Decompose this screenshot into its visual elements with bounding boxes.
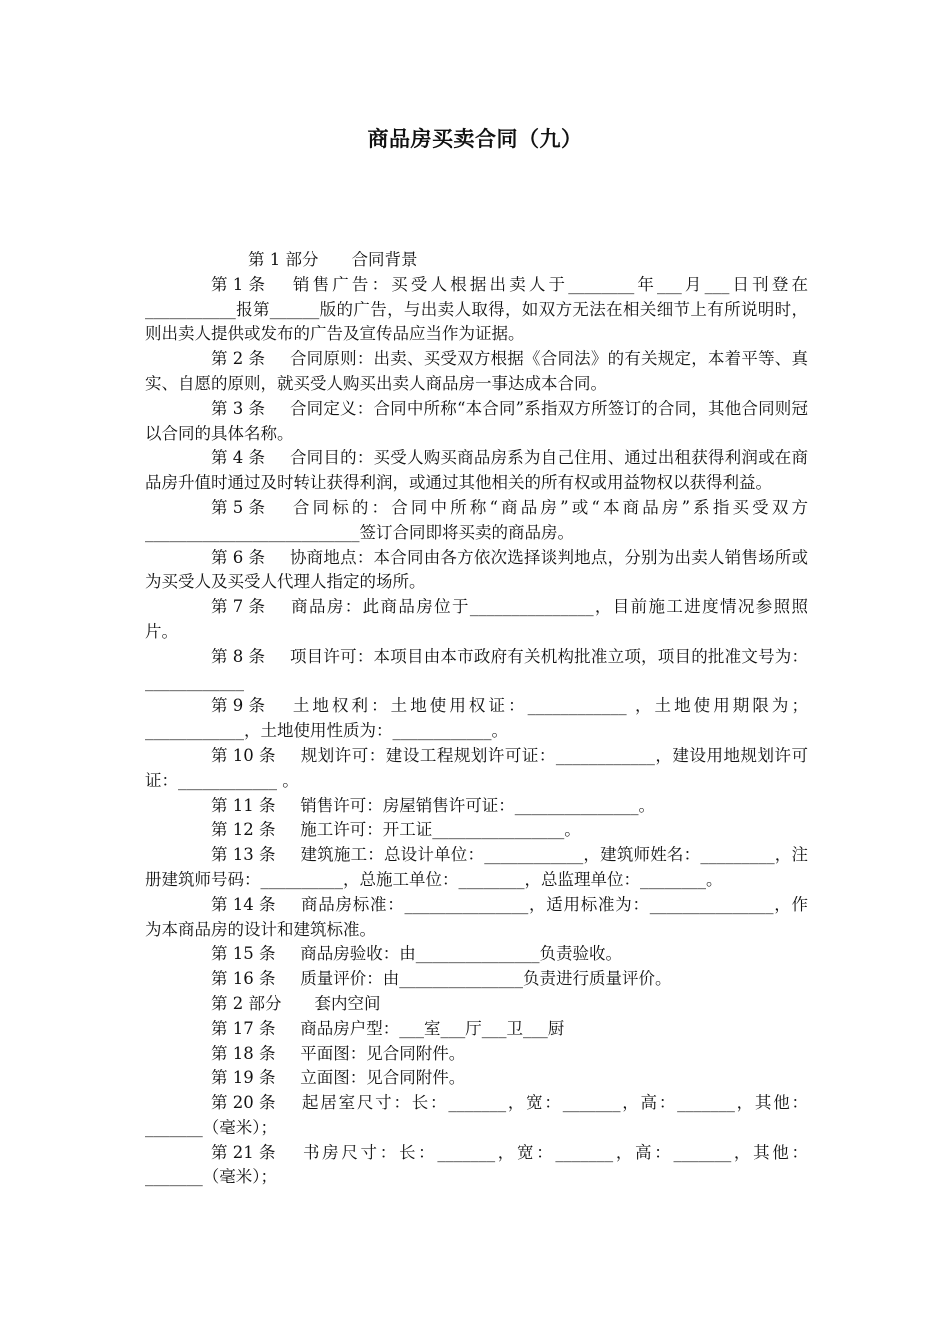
article-spacer [265, 548, 290, 567]
article-text: 规划许可：建设工程规划许可证：____________，建设用地规划许可证：____________ 。 [145, 745, 808, 790]
article-text: 书房尺寸：长：_______，宽：_______，高：_______，其他：_______（毫米）； [145, 1142, 808, 1187]
article-number: 第 21 条 [211, 1142, 276, 1162]
contract-article [145, 843, 808, 893]
contract-article [145, 818, 808, 843]
contract-article [145, 1066, 808, 1091]
contract-article [145, 347, 808, 397]
article-text: 合同定义：合同中所称“本合同”系指双方所签订的合同，其他合同则冠以合同的具体名称。 [145, 398, 808, 443]
article-text: 项目许可：本项目由本市政府有关机构批准立项，项目的批准文号为：____________ [145, 646, 808, 691]
contract-article [145, 744, 808, 794]
article-number: 第 4 条 [211, 448, 265, 468]
contract-article [145, 1042, 808, 1067]
article-spacer [276, 969, 301, 988]
article-spacer [265, 275, 290, 294]
article-text: 立面图：见合同附件。 [300, 1068, 466, 1088]
contract-article [145, 397, 808, 447]
article-spacer [276, 820, 301, 839]
article-text: 商品房标准：_______________，适用标准为：_______________，作为本商品房的设计和建筑标准。 [145, 894, 808, 939]
article-number: 第 18 条 [211, 1043, 276, 1063]
article-spacer [276, 845, 301, 864]
article-spacer [276, 1068, 301, 1087]
article-spacer [276, 796, 301, 815]
article-text: 建筑施工：总设计单位：____________，建筑师姓名：_________，注册建筑师号码：__________，总施工单位：________，总监理单位：________。 [145, 845, 808, 889]
contract-article [145, 595, 808, 645]
article-spacer [265, 349, 290, 368]
contract-article [145, 446, 808, 496]
contract-article [145, 645, 808, 695]
article-number: 第 9 条 [211, 696, 265, 716]
article-spacer [265, 597, 290, 616]
contract-article [145, 1017, 808, 1042]
part-heading-2: 第 2 部分 套内空间 [211, 993, 381, 1013]
article-number: 第 10 条 [211, 745, 276, 765]
contract-article [145, 794, 808, 819]
article-text: 销售广告：买受人根据出卖人于________年___月___日刊登在___________报第______版的广告，与出卖人取得，如双方无法在相关细节上有所说明时，则出卖人提供或发布的广告及宣传品应当作为证据。 [145, 274, 808, 344]
article-spacer [276, 895, 301, 914]
article-number: 第 15 条 [211, 944, 276, 964]
article-spacer [276, 1044, 301, 1063]
contract-article [145, 893, 808, 943]
contract-article [145, 942, 808, 967]
article-number: 第 14 条 [211, 894, 276, 914]
article-spacer [276, 1143, 301, 1162]
article-spacer [276, 1093, 301, 1112]
article-spacer [265, 647, 290, 666]
contract-article [145, 496, 808, 546]
article-text: 合同标的：合同中所称“商品房”或“本商品房”系指买受双方__________________________签订合同即将买卖的商品房。 [145, 497, 808, 542]
article-number: 第 12 条 [211, 820, 276, 840]
article-text: 合同目的：买受人购买商品房系为自己住用、通过出租获得利润或在商品房升值时通过及时转让获得利润，或通过其他相关的所有权或用益物权以获得利益。 [145, 448, 808, 493]
article-number: 第 2 条 [211, 349, 265, 369]
article-text: 商品房：此商品房位于_______________，目前施工进度情况参照照片。 [145, 597, 808, 641]
document-title: 商品房买卖合同（九） [367, 126, 583, 151]
article-number: 第 13 条 [211, 845, 276, 865]
article-text: 协商地点：本合同由各方依次选择谈判地点，分别为出卖人销售场所或为买受人及买受人代理人指定的场所。 [145, 547, 808, 592]
article-number: 第 16 条 [211, 969, 276, 989]
article-text: 起居室尺寸：长：_______，宽：_______，高：_______，其他：_______（毫米）； [145, 1093, 808, 1137]
contract-article [145, 546, 808, 596]
article-spacer [276, 944, 301, 963]
contract-article [145, 1141, 808, 1191]
article-number: 第 6 条 [211, 547, 265, 567]
article-number: 第 19 条 [211, 1068, 276, 1088]
contract-article [145, 694, 808, 744]
article-number: 第 5 条 [211, 497, 265, 517]
part-heading-1: 第 1 部分 合同背景 [248, 250, 418, 269]
article-number: 第 17 条 [211, 1018, 276, 1038]
article-spacer [265, 498, 290, 517]
article-spacer [265, 696, 290, 715]
article-text: 销售许可：房屋销售许可证：_______________。 [300, 795, 655, 815]
article-number: 第 20 条 [211, 1093, 276, 1113]
article-number: 第 3 条 [211, 398, 265, 418]
article-number: 第 1 条 [211, 274, 265, 294]
article-text: 商品房户型：___室___厅___卫___厨 [300, 1018, 565, 1038]
article-number: 第 7 条 [211, 597, 265, 617]
article-spacer [276, 746, 301, 765]
contract-article [145, 1091, 808, 1141]
article-spacer [265, 448, 290, 467]
article-text: 合同原则：出卖、买受双方根据《合同法》的有关规定，本着平等、真实、自愿的原则，就买受人购买出卖人商品房一事达成本合同。 [145, 349, 808, 393]
article-text: 施工许可：开工证________________。 [300, 820, 581, 840]
article-text: 土地权利：土地使用权证：____________ ，土地使用期限为；____________，土地使用性质为：____________。 [145, 696, 808, 741]
article-text: 商品房验收：由_______________负责验收。 [300, 944, 622, 964]
contract-article [145, 967, 808, 992]
articles-part-1 [145, 273, 808, 992]
articles-part-2 [145, 1017, 808, 1191]
article-number: 第 8 条 [211, 646, 265, 666]
article-text: 平面图：见合同附件。 [300, 1043, 466, 1063]
article-spacer [265, 399, 290, 418]
document-body [145, 248, 808, 1190]
contract-article [145, 273, 808, 347]
article-spacer [276, 1019, 301, 1038]
article-number: 第 11 条 [211, 795, 276, 815]
article-text: 质量评价：由_______________负责进行质量评价。 [300, 969, 672, 989]
